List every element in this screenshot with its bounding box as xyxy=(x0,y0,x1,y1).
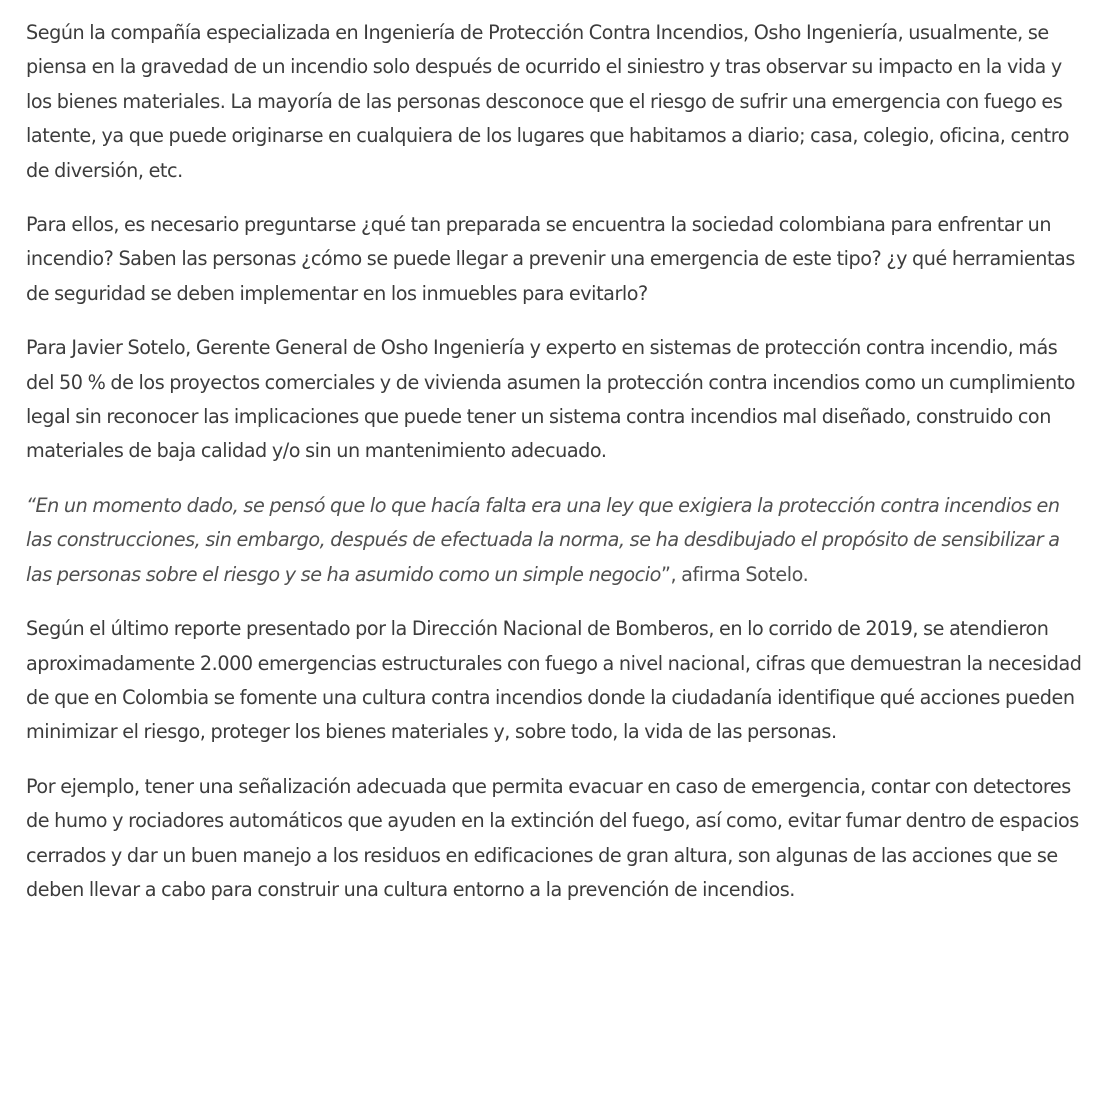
paragraph-questions: Para ellos, es necesario preguntarse ¿qué tan preparada se encuentra la sociedad colombiana para enfrentar un incendio? Saben las personas ¿cómo se puede llegar a prevenir una emergencia de este tipo? ¿y qué herramientas de seguridad se deben implementar en los inmuebles para evitarlo? xyxy=(26,213,1075,305)
article-body xyxy=(26,16,1086,907)
paragraph-intro: Según la compañía especializada en Ingeniería de Protección Contra Incendios, Osho Ingeniería, usualmente, se piensa en la gravedad de un incendio solo después de ocurrido el siniestro y tras observar su impacto en la vida y los bienes materiales. La mayoría de las personas desconoce que el riesgo de sufrir una emergencia con fuego es latente, ya que puede originarse en cualquiera de los lugares que habitamos a diario; casa, colegio, oficina, centro de diversión, etc. xyxy=(26,21,1070,182)
paragraph-sotelo: Para Javier Sotelo, Gerente General de Osho Ingeniería y experto en sistemas de protección contra incendio, más del 50 % de los proyectos comerciales y de vivienda asumen la protección contra incendios como un cumplimiento legal sin reconocer las implicaciones que puede tener un sistema contra incendios mal diseñado, construido con materiales de baja calidad y/o sin un mantenimiento adecuado. xyxy=(26,336,1076,463)
quote-paragraph xyxy=(26,489,1086,592)
paragraph-examples: Por ejemplo, tener una señalización adecuada que permita evacuar en caso de emergencia, contar con detectores de humo y rociadores automáticos que ayuden en la extinción del fuego, así como, evitar fumar dentro de espacios cerrados y dar un buen manejo a los residuos en edificaciones de gran altura, son algunas de las acciones que se deben llevar a cabo para construir una cultura entorno a la prevención de incendios. xyxy=(26,774,1079,901)
quote-attribution: ”, afirma Sotelo. xyxy=(660,562,809,586)
quote-text: “En un momento dado, se pensó que lo que hacía falta era una ley que exigiera la protección contra incendios en las construcciones, sin embargo, después de efectuada la norma, se ha desdibujado el propósito de sensibilizar a las personas sobre el riesgo y se ha asumido como un simple negocio xyxy=(26,493,1060,586)
paragraph-report: Según el último reporte presentado por la Dirección Nacional de Bomberos, en lo corrido de 2019, se atendieron aproximadamente 2.000 emergencias estructurales con fuego a nivel nacional, cifras que demuestran la necesidad de que en Colombia se fomente una cultura contra incendios donde la ciudadanía identifique qué acciones pueden minimizar el riesgo, proteger los bienes materiales y, sobre todo, la vida de las personas. xyxy=(26,617,1082,744)
